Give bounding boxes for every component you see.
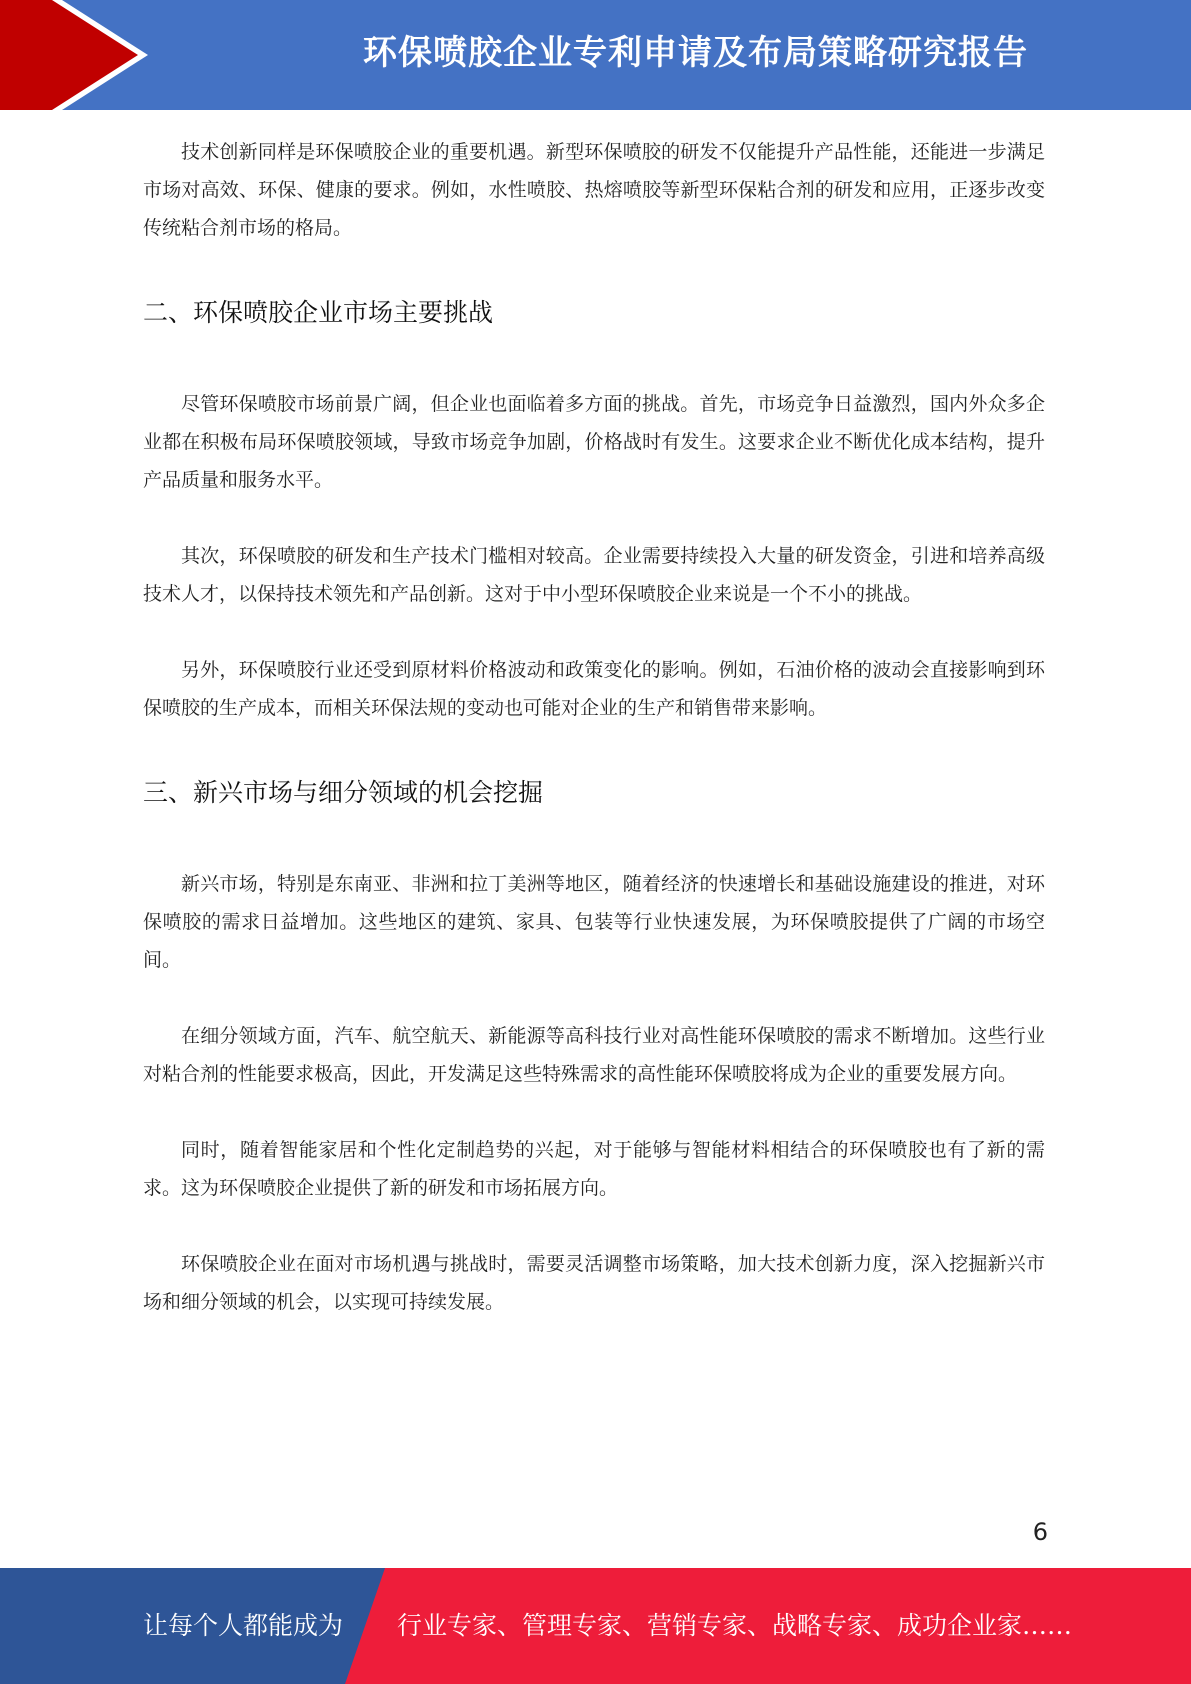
- page-number: 6: [1032, 1518, 1048, 1546]
- paragraph: 技术创新同样是环保喷胶企业的重要机遇。新型环保喷胶的研发不仅能提升产品性能，还能进一步满足市场对高效、环保、健康的要求。例如，水性喷胶、热熔喷胶等新型环保粘合剂的研发和应用，正逐步改变传统粘合剂市场的格局。: [143, 141, 1045, 239]
- footer-slogan-right: 行业专家、管理专家、营销专家、战略专家、成功企业家……: [397, 1611, 1073, 1640]
- paragraph: 在细分领域方面，汽车、航空航天、新能源等高科技行业对高性能环保喷胶的需求不断增加。这些行业对粘合剂的性能要求极高，因此，开发满足这些特殊需求的高性能环保喷胶将成为企业的重要发展方向。: [143, 1025, 1045, 1085]
- section-heading: 三、新兴市场与细分领域的机会挖掘: [143, 778, 544, 807]
- paragraph: 新兴市场，特别是东南亚、非洲和拉丁美洲等地区，随着经济的快速增长和基础设施建设的推进，对环保喷胶的需求日益增加。这些地区的建筑、家具、包装等行业快速发展，为环保喷胶提供了广阔的市场空间。: [143, 873, 1045, 971]
- paragraph: 其次，环保喷胶的研发和生产技术门槛相对较高。企业需要持续投入大量的研发资金，引进和培养高级技术人才，以保持技术领先和产品创新。这对于中小型环保喷胶企业来说是一个不小的挑战。: [143, 545, 1045, 605]
- paragraph: 另外，环保喷胶行业还受到原材料价格波动和政策变化的影响。例如，石油价格的波动会直接影响到环保喷胶的生产成本，而相关环保法规的变动也可能对企业的生产和销售带来影响。: [143, 659, 1045, 719]
- paragraph: 环保喷胶企业在面对市场机遇与挑战时，需要灵活调整市场策略，加大技术创新力度，深入挖掘新兴市场和细分领域的机会，以实现可持续发展。: [143, 1253, 1045, 1313]
- report-title: 环保喷胶企业专利申请及布局策略研究报告: [363, 33, 1028, 73]
- header-chevron-decoration: [0, 0, 160, 110]
- paragraph: 同时，随着智能家居和个性化定制趋势的兴起，对于能够与智能材料相结合的环保喷胶也有了新的需求。这为环保喷胶企业提供了新的研发和市场拓展方向。: [143, 1139, 1045, 1199]
- footer-slogan-left: 让每个人都能成为: [143, 1611, 344, 1640]
- paragraph: 尽管环保喷胶市场前景广阔，但企业也面临着多方面的挑战。首先，市场竞争日益激烈，国内外众多企业都在积极布局环保喷胶领域，导致市场竞争加剧，价格战时有发生。这要求企业不断优化成本结构，提升产品质量和服务水平。: [143, 393, 1045, 491]
- report-body: [143, 133, 1045, 1321]
- footer-band: [0, 1568, 1191, 1684]
- section-heading: 二、环保喷胶企业市场主要挑战: [143, 298, 494, 327]
- header-band: [0, 0, 1191, 110]
